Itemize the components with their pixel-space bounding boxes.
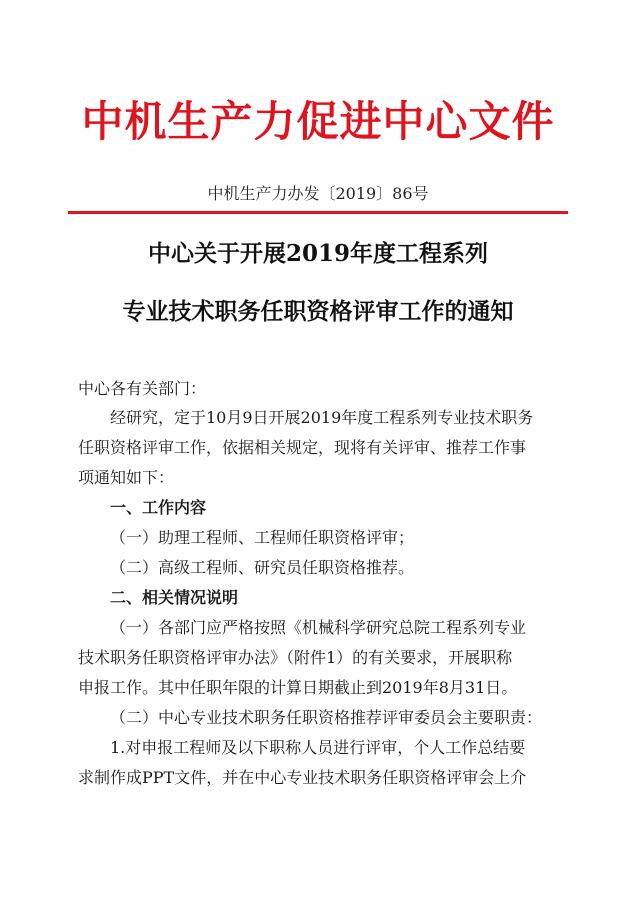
salutation: 中心各有关部门： (78, 379, 207, 398)
section2-para3-line-2: 求制作成PPT文件，并在中心专业技术职务任职资格评审会上介 (78, 768, 527, 787)
section2-para2: （二）中心专业技术职务任职资格推荐评审委员会主要职责： (110, 708, 543, 727)
document-number: 中机生产力办发〔2019〕86号 (207, 184, 429, 203)
section1-item-1: （一）助理工程师、工程师任职资格评审； (110, 528, 415, 547)
intro-line-2: 任职资格评审工作，依据相关规定，现将有关评审、推荐工作事 (78, 438, 527, 457)
section2-para3-line-1: 1.对申报工程师及以下职称人员进行评审，个人工作总结要 (110, 738, 526, 757)
section1-item-2: （二）高级工程师、研究员任职资格推荐。 (110, 558, 415, 577)
section1-heading: 一、工作内容 (110, 498, 207, 517)
notice-subject-line-1: 中心关于开展2019年度工程系列 (147, 240, 488, 267)
section2-para1-line-3: 申报工作。其中任职年限的计算日期截止到2019年8月31日。 (78, 678, 518, 697)
section2-heading: 二、相关情况说明 (110, 588, 239, 607)
section2-para1-line-1: （一）各部门应严格按照《机械科学研究总院工程系列专业 (110, 618, 527, 637)
notice-subject-line-2: 专业技术职务任职资格评审工作的通知 (122, 298, 514, 325)
section2-para1-line-2: 技术职务任职资格评审办法》（附件1）的有关要求，开展职称 (78, 648, 513, 667)
intro-line-1: 经研究，定于10月9日开展2019年度工程系列专业技术职务 (110, 408, 534, 427)
intro-line-3: 项通知如下： (78, 468, 175, 487)
document-header-title: 中机生产力促进中心文件 (81, 97, 555, 146)
red-divider-line (68, 211, 568, 214)
